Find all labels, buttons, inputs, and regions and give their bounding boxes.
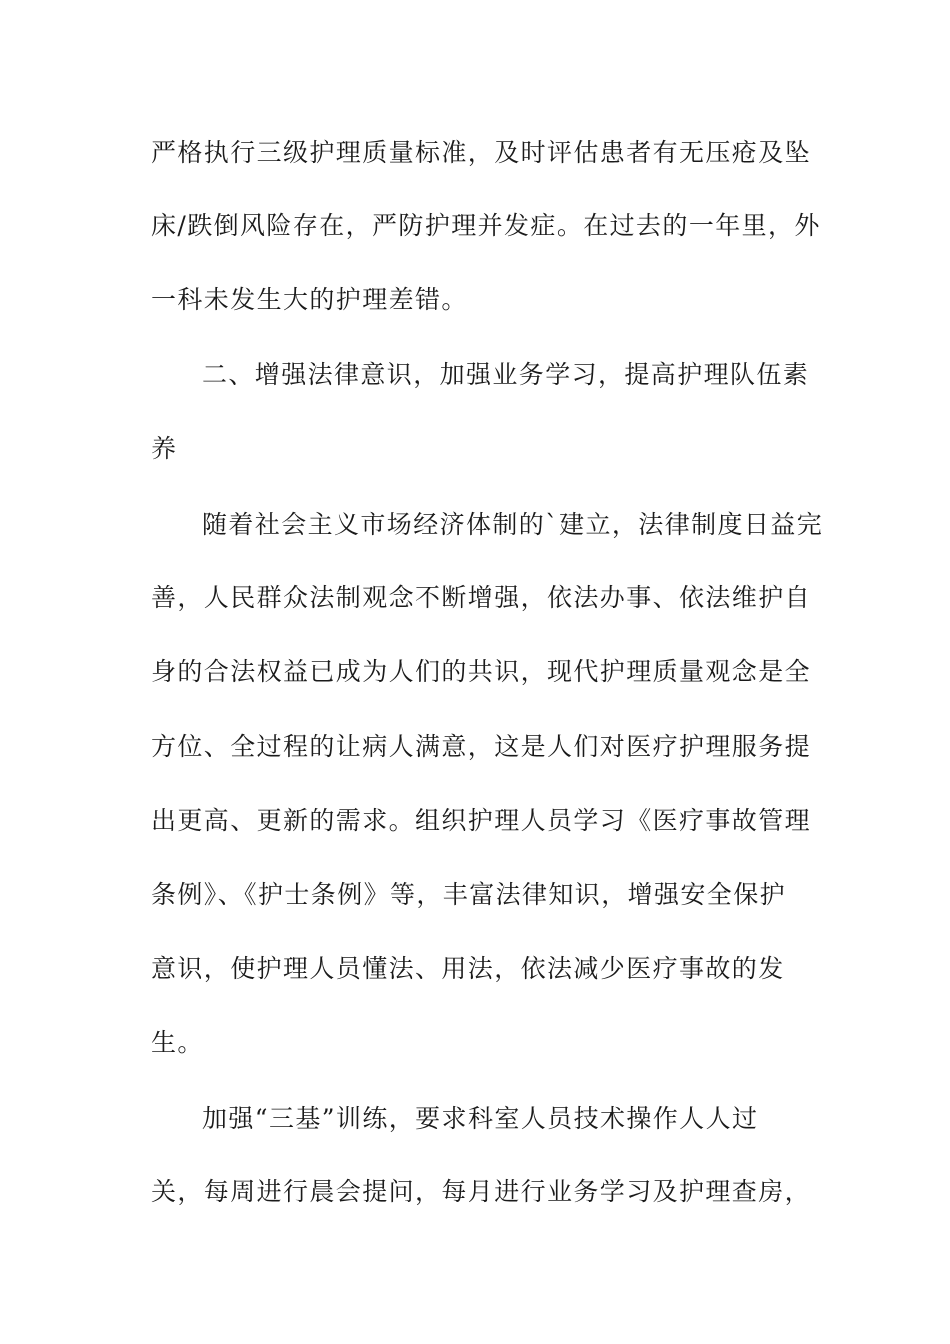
- text-line: 身的合法权益已成为人们的共识，现代护理质量观念是全: [151, 657, 812, 686]
- paragraph-start: 随着社会主义市场经济体制的`建立，法律制度日益完: [202, 510, 824, 539]
- paragraph-start: 加强“三基”训练，要求科室人员技术操作人人过: [202, 1104, 759, 1133]
- text-line: 善，人民群众法制观念不断增强，依法办事、依法维护自: [151, 583, 812, 612]
- text-line: 生。: [151, 1028, 204, 1057]
- text-line: 方位、全过程的让病人满意，这是人们对医疗护理服务提: [151, 732, 812, 761]
- text-line: 出更高、更新的需求。组织护理人员学习《医疗事故管理: [151, 806, 812, 835]
- text-line: 条例》、《护士条例》等，丰富法律知识，增强安全保护: [151, 880, 787, 909]
- text-line: 严格执行三级护理质量标准，及时评估患者有无压疮及坠: [151, 138, 812, 167]
- section-heading-continued: 养: [151, 434, 178, 463]
- text-line: 床/跌倒风险存在，严防护理并发症。在过去的一年里，外: [151, 211, 821, 240]
- text-line: 关，每周进行晨会提问，每月进行业务学习及护理查房，: [151, 1177, 812, 1206]
- text-line: 意识，使护理人员懂法、用法，依法减少医疗事故的发: [151, 954, 785, 983]
- text-line: 一科未发生大的护理差错。: [151, 285, 468, 314]
- section-heading: 二、增强法律意识，加强业务学习，提高护理队伍素: [202, 360, 810, 389]
